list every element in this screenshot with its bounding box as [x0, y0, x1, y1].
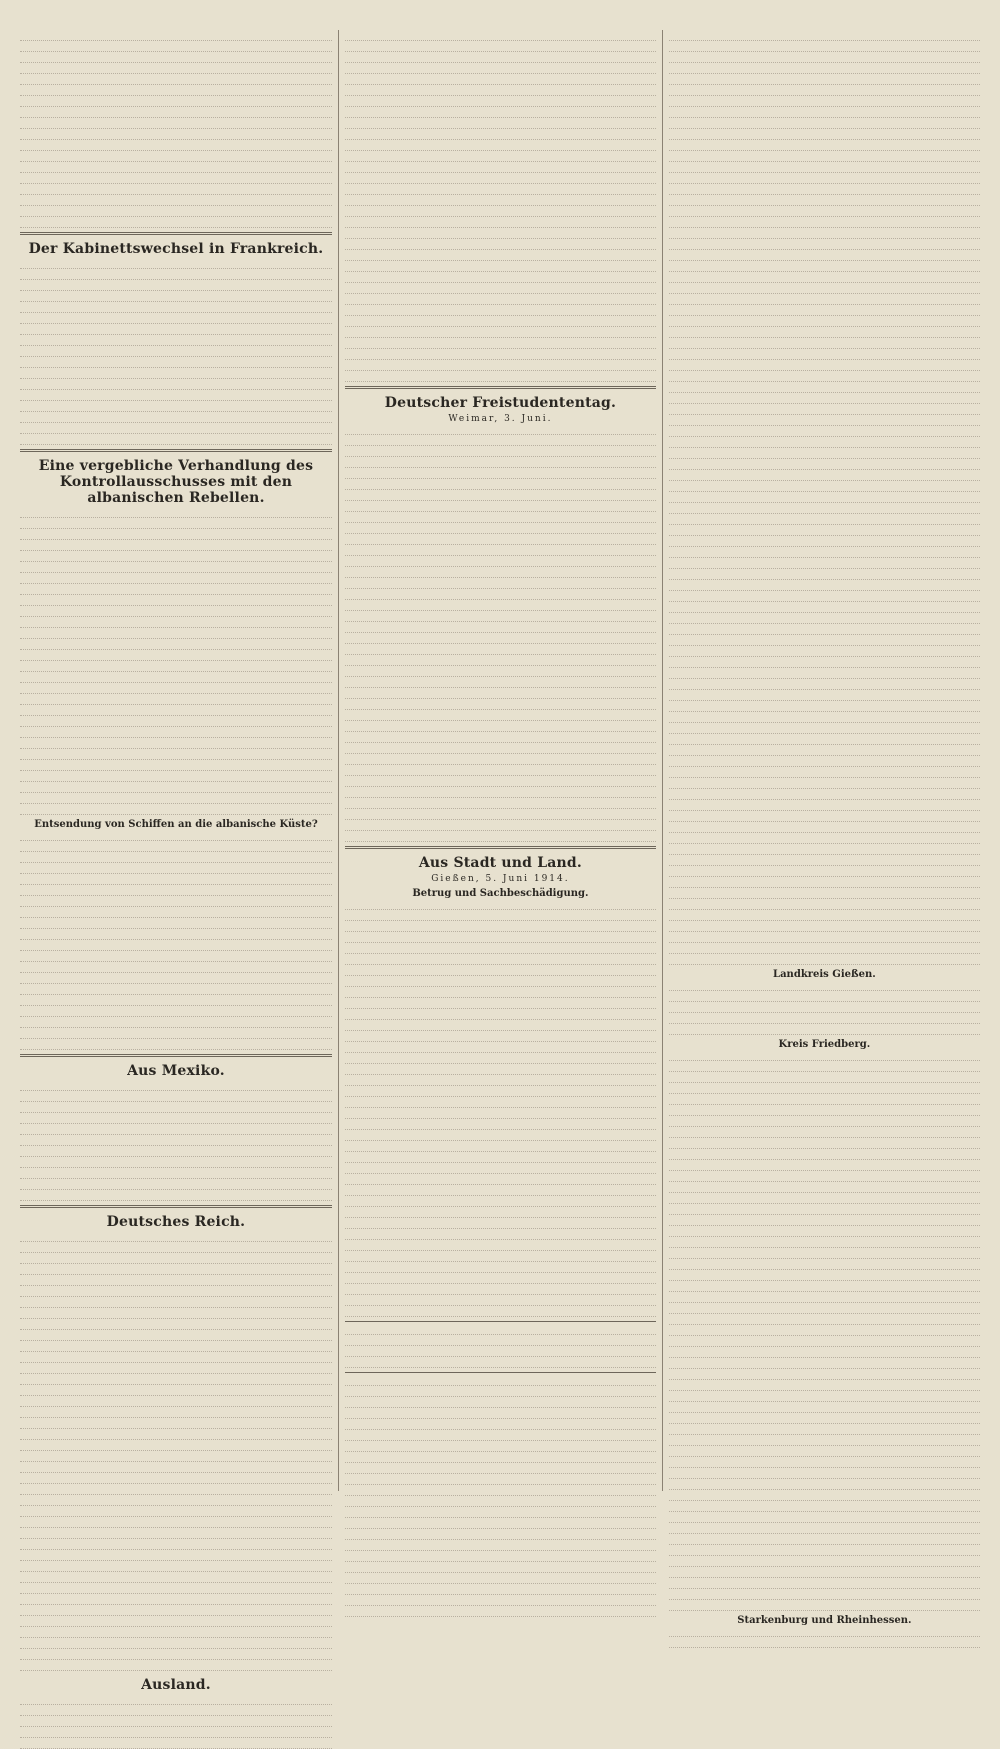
kreis-friedberg-headline: Kreis Friedberg. — [778, 1039, 871, 1050]
reich-headline: Deutsches Reich. — [106, 1214, 246, 1230]
landkreis-giessen-headline: Landkreis Gießen. — [773, 969, 876, 980]
freistudententag-dateline: Weimar, 3. Juni. — [448, 414, 553, 424]
schiffe-headline: Entsendung von Schiffen an die albanische Küste? — [34, 819, 318, 830]
stadt-land-headline: Aus Stadt und Land. — [418, 855, 582, 871]
mexiko-headline: Aus Mexiko. — [127, 1063, 225, 1079]
column-2 — [338, 30, 662, 1491]
column-3 — [662, 30, 986, 1626]
betrug-headline: Betrug und Sachbeschädigung. — [412, 888, 589, 899]
stadt-land-dateline: Gießen, 5. Juni 1914. — [431, 874, 570, 884]
kabinettswechsel-headline: Der Kabinettswechsel in Frankreich. — [28, 241, 324, 257]
column-1 — [14, 30, 338, 1693]
freistudententag-headline: Deutscher Freistudententag. — [384, 395, 617, 411]
ausland-headline: Ausland. — [141, 1677, 211, 1693]
starkenburg-headline: Starkenburg und Rheinhessen. — [737, 1615, 912, 1626]
albanien-headline: Eine vergebliche Verhandlung des Kontrollausschusses mit den albanischen Rebellen. — [38, 458, 314, 506]
